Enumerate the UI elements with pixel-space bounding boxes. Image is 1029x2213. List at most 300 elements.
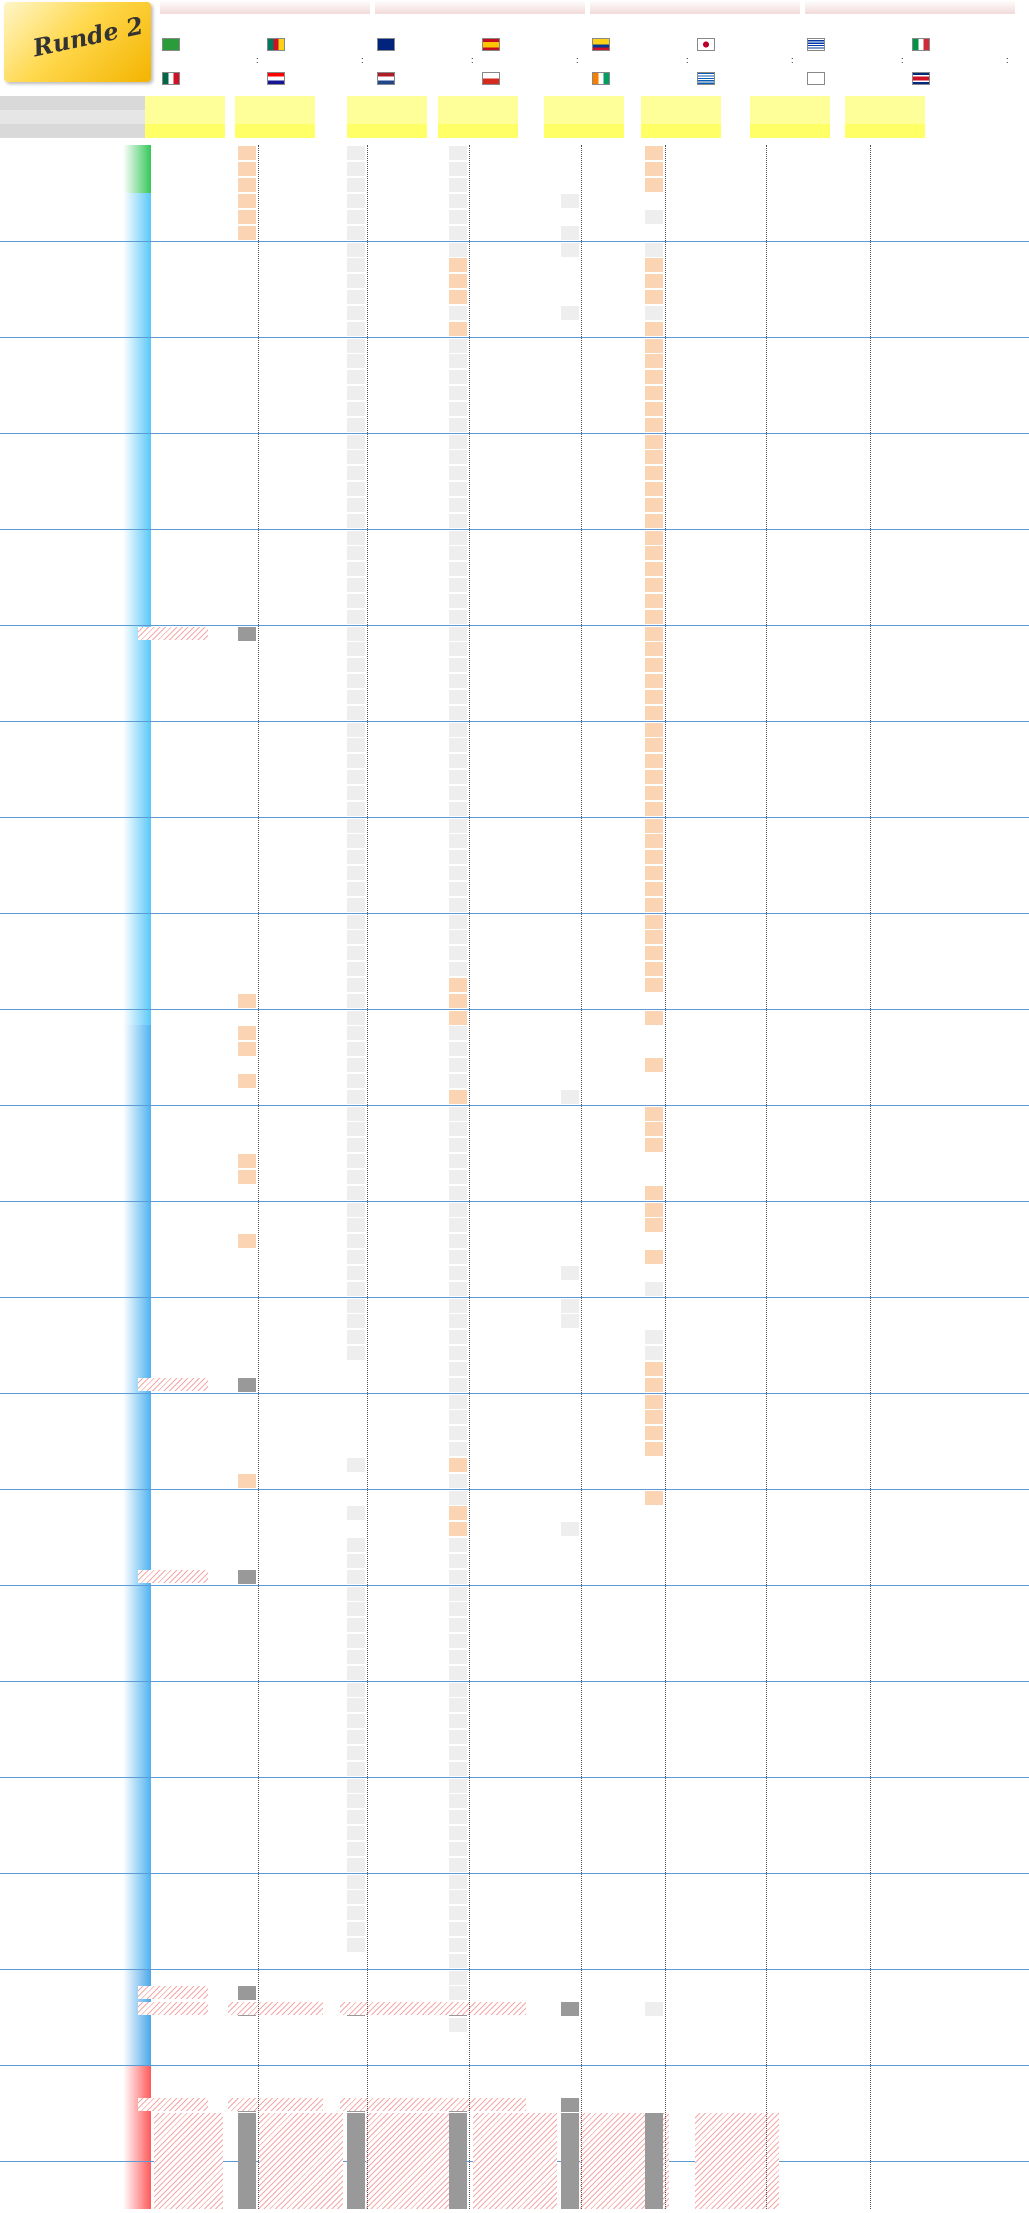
match-tip: [860, 865, 910, 881]
player-points: [123, 1345, 151, 1361]
match-tip: [559, 417, 609, 433]
match-tip: [453, 1490, 503, 1506]
match-tip: [559, 833, 609, 849]
missing-tip-hatch: [228, 2002, 323, 2015]
player-points: [123, 641, 151, 657]
match-tip: [362, 1953, 412, 1969]
match-tip: [362, 1041, 412, 1057]
player-points: [123, 1697, 151, 1713]
match-tip: [765, 626, 815, 642]
match-tip: [860, 1553, 910, 1569]
match-tip: [160, 321, 210, 337]
match-tip: [453, 1841, 503, 1857]
match-tip: [765, 1665, 815, 1681]
match-tip: [765, 1265, 815, 1281]
match-tip: [453, 2049, 503, 2065]
player-points: [123, 481, 151, 497]
match-tip: [656, 801, 706, 817]
match-tip: [453, 737, 503, 753]
match-tip: [656, 1682, 706, 1698]
match-tip: [559, 657, 609, 673]
match-tip: [656, 897, 706, 913]
match-tip: [362, 769, 412, 785]
player-points: [123, 1682, 151, 1698]
match-tip: [453, 1457, 503, 1473]
player-points: [123, 2113, 151, 2129]
table-row: [0, 1281, 1029, 1297]
match-tip: [453, 1473, 503, 1489]
table-row: [0, 257, 1029, 273]
match-tip: [453, 1745, 503, 1761]
match-tip: [160, 1073, 210, 1089]
player-points: [123, 945, 151, 961]
match-tip: [765, 1298, 815, 1314]
match-tip: [453, 722, 503, 738]
match-tip: [656, 865, 706, 881]
match-tip: [860, 818, 910, 834]
player-points: [123, 1217, 151, 1233]
table-row: [0, 1361, 1029, 1377]
match-tip: [362, 785, 412, 801]
match-tip: [362, 1409, 412, 1425]
match-tip: [765, 609, 815, 625]
table-row: [0, 385, 1029, 401]
match-tip: [559, 449, 609, 465]
stat-value: [641, 110, 721, 124]
match-tip: [453, 769, 503, 785]
match-tip: [656, 833, 706, 849]
table-row: [0, 1329, 1029, 1345]
match-tip: [453, 689, 503, 705]
missing-note: [855, 1345, 925, 1361]
match-tip: [765, 1089, 815, 1105]
match-tip: [765, 497, 815, 513]
match-tip: [362, 1313, 412, 1329]
match-tip: [160, 401, 210, 417]
player-points: [123, 1010, 151, 1026]
match-tip: [453, 1985, 503, 2001]
table-row: [0, 1889, 1029, 1905]
match-tip: [860, 321, 910, 337]
table-row: [0, 289, 1029, 305]
match-tip: [362, 881, 412, 897]
match-tip: [453, 914, 503, 930]
match-tip: [860, 1937, 910, 1953]
match-tip: [160, 929, 210, 945]
match-tip: [559, 1041, 609, 1057]
match-tip: [559, 1473, 609, 1489]
match-tip: [453, 1265, 503, 1281]
table-row: [0, 417, 1029, 433]
match-tip: [656, 305, 706, 321]
match-tip: [362, 1537, 412, 1553]
match-tip: [559, 1106, 609, 1122]
match-tip: [559, 865, 609, 881]
match-tip: [656, 257, 706, 273]
match-tip: [656, 1586, 706, 1602]
match-tip: [160, 1793, 210, 1809]
match-tip: [765, 1441, 815, 1457]
match-tip: [860, 1569, 910, 1585]
match-tip: [362, 161, 412, 177]
match-tip: [453, 641, 503, 657]
match-tip: [765, 1457, 815, 1473]
table-row: [0, 801, 1029, 817]
player-points: [123, 1745, 151, 1761]
match-tip: [765, 1425, 815, 1441]
match-tip: [160, 2049, 210, 2065]
missing-tip-hatch: [138, 627, 208, 640]
match-tip: [160, 961, 210, 977]
player-points: [123, 1905, 151, 1921]
match-tip: [860, 465, 910, 481]
match-tip: [765, 561, 815, 577]
player-points: [123, 1153, 151, 1169]
match-tip: [362, 1985, 412, 2001]
match-tip: [362, 417, 412, 433]
match-tip: [765, 1185, 815, 1201]
match-tip: [656, 1921, 706, 1937]
match-tip: [559, 1361, 609, 1377]
match-tip: [860, 2193, 910, 2209]
match-tip: [362, 1249, 412, 1265]
match-tip: [656, 1265, 706, 1281]
match-tip: [765, 177, 815, 193]
match-tip: [160, 673, 210, 689]
match-tip: [559, 561, 609, 577]
match-tip: [656, 1553, 706, 1569]
match-tip: [860, 545, 910, 561]
match-tip: [160, 1841, 210, 1857]
match-tip: [656, 1233, 706, 1249]
match-tip: [559, 1377, 609, 1393]
match-tip: [453, 289, 503, 305]
match-tip: [860, 593, 910, 609]
match-tip: [559, 1409, 609, 1425]
player-points: [123, 145, 151, 161]
match-tip: [453, 977, 503, 993]
table-row: [0, 993, 1029, 1009]
match-tip: [362, 1121, 412, 1137]
player-points: [123, 593, 151, 609]
match-tip: [860, 1089, 910, 1105]
player-points: [123, 2193, 151, 2209]
match-tip: [656, 193, 706, 209]
table-row: [0, 321, 1029, 337]
header: [0, 0, 1029, 95]
match-tip: [160, 1153, 210, 1169]
match-tip: [656, 1665, 706, 1681]
match-tip: [860, 369, 910, 385]
match-tip: [656, 577, 706, 593]
match-tip: [656, 338, 706, 354]
match-tip: [656, 2049, 706, 2065]
match-tip: [362, 977, 412, 993]
match-tip: [656, 481, 706, 497]
match-tip: [453, 1937, 503, 1953]
stat-value: [347, 110, 427, 124]
match-tip: [453, 1121, 503, 1137]
match-tip: [160, 481, 210, 497]
match-tip: [453, 577, 503, 593]
player-points: [123, 1057, 151, 1073]
match-tip: [656, 545, 706, 561]
match-tip: [559, 1649, 609, 1665]
missing-tip-hatch: [431, 2002, 526, 2015]
player-points: [123, 914, 151, 930]
match-tip: [453, 1617, 503, 1633]
match-tip: [559, 338, 609, 354]
table-row: [0, 1457, 1029, 1473]
match-tip: [656, 1473, 706, 1489]
table-row: [0, 1297, 1029, 1314]
player-points: [123, 401, 151, 417]
inactive-block: [561, 2113, 579, 2209]
player-points: [123, 1233, 151, 1249]
match-tip: [860, 1825, 910, 1841]
match-tip: [860, 753, 910, 769]
column-divider: [581, 145, 582, 2209]
match-tip: [559, 1937, 609, 1953]
stat-value: [235, 96, 315, 110]
match-tip: [362, 1377, 412, 1393]
player-points: [123, 1041, 151, 1057]
table-row: [0, 561, 1029, 577]
match-tip: [362, 1778, 412, 1794]
player-points: [123, 321, 151, 337]
match-tip: [860, 1361, 910, 1377]
match-tip: [860, 1425, 910, 1441]
score-separator: :: [576, 55, 579, 65]
player-points: [123, 1586, 151, 1602]
match-tip: [160, 1329, 210, 1345]
table-row: [0, 1345, 1029, 1361]
player-points: [123, 2081, 151, 2097]
match-tip: [656, 1185, 706, 1201]
match-tip: [362, 609, 412, 625]
match-tip: [765, 1921, 815, 1937]
match-tip: [559, 1329, 609, 1345]
table-row: [0, 1441, 1029, 1457]
player-points: [123, 897, 151, 913]
match-tip: [453, 1202, 503, 1218]
match-tip: [453, 945, 503, 961]
match-tip: [860, 1217, 910, 1233]
column-divider: [665, 145, 666, 2209]
stat-value: [641, 96, 721, 110]
match-tip: [860, 689, 910, 705]
match-tip: [362, 577, 412, 593]
match-tip: [160, 993, 210, 1009]
match-tip: [362, 1921, 412, 1937]
match-tip: [453, 2081, 503, 2097]
player-points: [123, 1874, 151, 1890]
match-tip: [453, 609, 503, 625]
match-tip: [656, 321, 706, 337]
round-title: Runde 2: [30, 10, 146, 63]
match-tip: [765, 977, 815, 993]
table-row: [0, 593, 1029, 609]
match-tip: [453, 1441, 503, 1457]
match-tip: [160, 1010, 210, 1026]
match-tip: [559, 513, 609, 529]
table-row: [0, 1873, 1029, 1890]
table-row: [0, 177, 1029, 193]
match-tip: [559, 1298, 609, 1314]
match-tip: [860, 145, 910, 161]
missing-bonus-block: [561, 2098, 579, 2112]
match-tip: [453, 1970, 503, 1986]
match-tip: [860, 1377, 910, 1393]
match-tip: [765, 2066, 815, 2082]
match-tip: [160, 1457, 210, 1473]
match-tip: [362, 561, 412, 577]
match-tip: [559, 1921, 609, 1937]
match-tip: [860, 2081, 910, 2097]
match-tip: [362, 2049, 412, 2065]
match-tip: [656, 1361, 706, 1377]
match-tip: [765, 545, 815, 561]
player-points: [123, 2017, 151, 2033]
table-row: [0, 1937, 1029, 1953]
match-tip: [656, 593, 706, 609]
match-tip: [160, 1025, 210, 1041]
match-tip: [160, 1761, 210, 1777]
match-tip: [765, 1825, 815, 1841]
match-tip: [765, 1490, 815, 1506]
player-points: [123, 1778, 151, 1794]
match-tip: [453, 1521, 503, 1537]
match-tip: [453, 593, 503, 609]
match-tip: [362, 1841, 412, 1857]
match-tip: [362, 2017, 412, 2033]
match-tip: [656, 785, 706, 801]
match-tip: [160, 209, 210, 225]
match-tip: [453, 801, 503, 817]
match-tip: [860, 1953, 910, 1969]
player-points: [123, 673, 151, 689]
table-row: [0, 161, 1029, 177]
match-tip: [160, 385, 210, 401]
match-tip: [656, 497, 706, 513]
table-row: [0, 929, 1029, 945]
match-tip: [860, 1394, 910, 1410]
match-tip: [559, 1153, 609, 1169]
table-row: [0, 1425, 1029, 1441]
match-tip: [860, 1874, 910, 1890]
match-tip: [453, 145, 503, 161]
match-tip: [160, 609, 210, 625]
match-tip: [362, 1809, 412, 1825]
table-row: [0, 609, 1029, 625]
match-tip: [160, 1425, 210, 1441]
match-tip: [160, 1185, 210, 1201]
missing-tip-hatch: [431, 2098, 526, 2111]
match-tip: [765, 705, 815, 721]
match-tip: [559, 145, 609, 161]
match-tip: [160, 1217, 210, 1233]
stat-label: [0, 110, 150, 124]
match-tip: [559, 1202, 609, 1218]
match-tip: [860, 530, 910, 546]
match-tip: [860, 193, 910, 209]
match-tip: [559, 353, 609, 369]
match-tip: [559, 273, 609, 289]
match-tip: [559, 1682, 609, 1698]
match-tip: [765, 481, 815, 497]
match-tip: [656, 1089, 706, 1105]
match-tip: [656, 2001, 706, 2017]
player-points: [123, 2049, 151, 2065]
match-tip: [362, 801, 412, 817]
player-points: [123, 1953, 151, 1969]
match-tip: [453, 1137, 503, 1153]
match-tip: [453, 161, 503, 177]
match-tip: [765, 289, 815, 305]
match-tip: [656, 161, 706, 177]
match-tip: [559, 481, 609, 497]
match-tip: [453, 1345, 503, 1361]
missing-bonus-block: [238, 1378, 256, 1392]
match-tip: [765, 1617, 815, 1633]
match-tip: [453, 530, 503, 546]
match-tip: [656, 1761, 706, 1777]
match-tip: [860, 1185, 910, 1201]
match-tip: [656, 1441, 706, 1457]
match-tip: [362, 2066, 412, 2082]
match-tip: [765, 1793, 815, 1809]
match-tip: [160, 1521, 210, 1537]
match-tip: [559, 2049, 609, 2065]
player-points: [123, 1921, 151, 1937]
match-tip: [860, 1441, 910, 1457]
match-tip: [765, 1281, 815, 1297]
match-tip: [765, 1121, 815, 1137]
match-tip: [453, 1249, 503, 1265]
match-tip: [160, 177, 210, 193]
match-tip: [362, 1345, 412, 1361]
player-points: [123, 2033, 151, 2049]
match-tip: [656, 1121, 706, 1137]
match-tip: [362, 737, 412, 753]
match-tip: [656, 273, 706, 289]
player-points: [123, 2145, 151, 2161]
match-tip: [765, 1249, 815, 1265]
match-tip: [362, 1329, 412, 1345]
table-row: [0, 1985, 1029, 2001]
column-divider: [870, 145, 871, 2209]
match-tip: [160, 1537, 210, 1553]
match-tip: [160, 1809, 210, 1825]
player-points: [123, 865, 151, 881]
table-row: [0, 2065, 1029, 2082]
score-separator: :: [1006, 55, 1009, 65]
table-row: [0, 1169, 1029, 1185]
table-row: [0, 1857, 1029, 1873]
match-tip: [860, 2066, 910, 2082]
table-row: [0, 1505, 1029, 1521]
match-tip: [860, 353, 910, 369]
match-tip: [362, 1857, 412, 1873]
match-tip: [160, 1505, 210, 1521]
stat-value: [347, 96, 427, 110]
match-tip: [765, 818, 815, 834]
match-tip: [160, 1361, 210, 1377]
match-tip: [765, 1521, 815, 1537]
match-tip: [362, 1601, 412, 1617]
match-tip: [656, 1169, 706, 1185]
match-tip: [559, 1697, 609, 1713]
